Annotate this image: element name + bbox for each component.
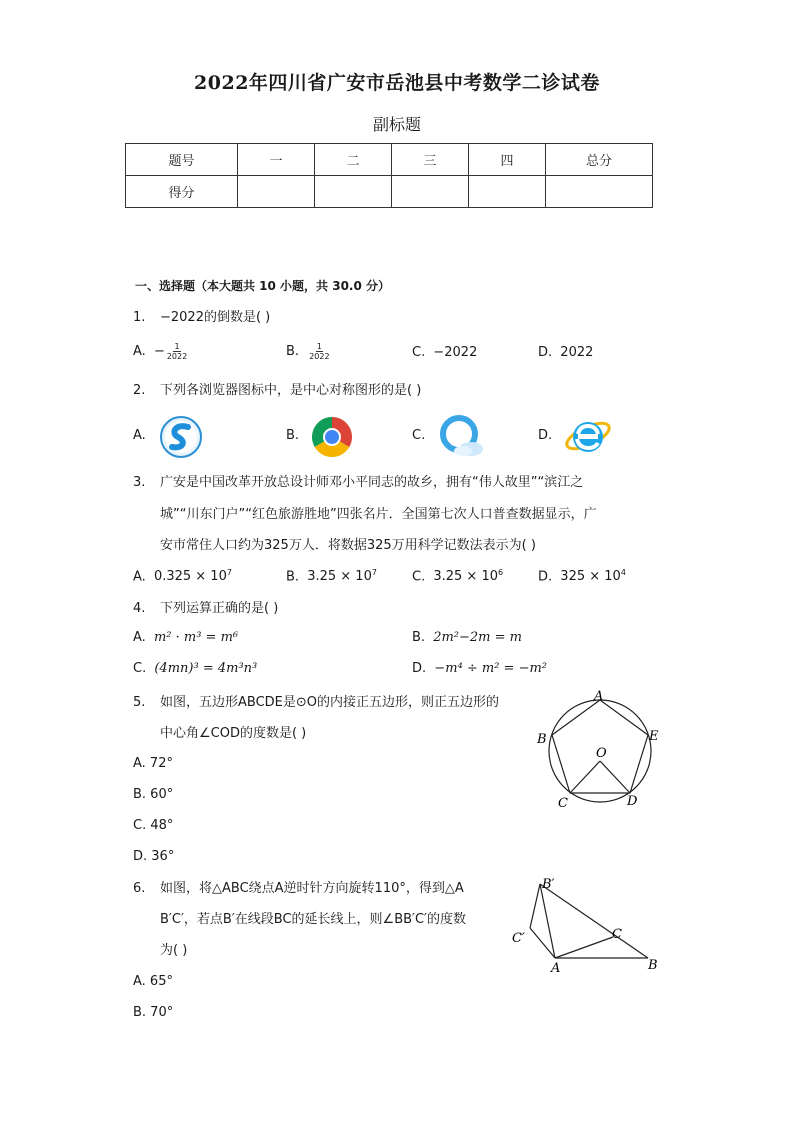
fraction-numerator: 1 <box>174 342 180 351</box>
score-table <box>125 143 653 208</box>
option-label: B. <box>286 344 300 359</box>
rotation-triangle-figure <box>505 872 665 977</box>
q2-option-a[interactable] <box>133 428 146 443</box>
point-label-a: A <box>551 961 561 976</box>
score-table-score-row <box>126 176 653 208</box>
option-label: C. <box>412 428 426 443</box>
q3-option-b[interactable] <box>286 568 377 584</box>
score-row-label: 得分 <box>126 176 238 208</box>
q2-option-b[interactable] <box>286 428 299 443</box>
question-number: 3. <box>133 475 146 490</box>
q3-option-c[interactable] <box>412 568 503 584</box>
score-head-cell: 四 <box>469 144 546 176</box>
question-number: 4. <box>133 601 146 616</box>
option-exponent: 7 <box>226 568 232 577</box>
point-label-a: A <box>594 689 604 704</box>
score-head-cell: 题号 <box>126 144 238 176</box>
fraction-denominator: 2022 <box>166 352 188 361</box>
chrome-browser-icon[interactable] <box>310 415 354 459</box>
segment-a-b1 <box>540 884 555 958</box>
question-text-line: B′C′，若点B′在线段BC的延长线上，则∠BB′C′的度数 <box>160 912 467 927</box>
point-label-d: D <box>627 794 638 809</box>
option-label: B. <box>286 428 300 443</box>
score-cell[interactable] <box>238 176 315 208</box>
option-text: (4mn)³ = 4m³n³ <box>154 661 258 676</box>
sogou-browser-icon[interactable] <box>158 415 204 459</box>
option-text: 2m²−2m = m <box>433 630 522 645</box>
segment-c1-a <box>530 928 555 958</box>
option-base: 3.25 × 10 <box>433 569 499 585</box>
score-cell[interactable] <box>546 176 653 208</box>
point-label-e: E <box>649 729 659 744</box>
q1-a-sign: − <box>153 344 165 359</box>
score-head-cell: 一 <box>238 144 315 176</box>
ie-browser-icon[interactable] <box>563 412 613 460</box>
option-base: 0.325 × 10 <box>153 569 227 585</box>
q6-option-a[interactable]: A. 65° <box>133 974 173 989</box>
question-text-line: 如图，五边形ABCDE是⊙O的内接正五边形，则正五边形的 <box>160 695 500 710</box>
option-label: C. <box>133 661 147 676</box>
question-text-line: 中心角∠COD的度数是( ) <box>160 726 307 741</box>
q2-option-c[interactable] <box>412 428 425 443</box>
question-text-line: 广安是中国改革开放总设计师邓小平同志的故乡，拥有“伟人故里”“滨江之 <box>160 475 584 490</box>
q5-option-c[interactable]: C. 48° <box>133 818 174 833</box>
option-label: B. <box>286 569 300 585</box>
q3-option-d[interactable] <box>538 568 626 584</box>
option-label: C. <box>412 569 426 585</box>
option-label: A. <box>133 569 146 585</box>
option-label: D. <box>412 661 427 676</box>
q5-option-a[interactable]: A. 72° <box>133 756 173 771</box>
point-label-c-prime: C′ <box>512 931 525 946</box>
option-label: A. <box>133 630 146 645</box>
option-label: D. <box>538 428 553 443</box>
score-head-cell: 总分 <box>546 144 653 176</box>
q1-option-d[interactable] <box>538 345 593 360</box>
score-head-cell: 三 <box>392 144 469 176</box>
section-heading: 一、选择题（本大题共 10 小题，共 30.0 分） <box>135 279 391 293</box>
option-base: 3.25 × 10 <box>307 569 372 585</box>
segment-b1-b <box>540 884 648 958</box>
score-cell[interactable] <box>469 176 546 208</box>
option-label: A. <box>133 428 146 443</box>
option-text: −2022 <box>433 345 478 360</box>
page-title: 2022年四川省广安市岳池县中考数学二诊试卷 <box>194 72 600 94</box>
option-exponent: 4 <box>620 568 626 577</box>
question-number: 1. <box>133 310 146 325</box>
option-label: D. <box>538 569 553 585</box>
q6-option-b[interactable]: B. 70° <box>133 1005 174 1020</box>
segment-od <box>600 761 630 793</box>
point-label-c: C <box>612 927 622 942</box>
question-text-line: 如图，将△ABC绕点A逆时针方向旋转110°，得到△A <box>160 881 464 896</box>
q4-option-b[interactable] <box>412 630 522 645</box>
q5-option-d[interactable]: D. 36° <box>133 849 175 864</box>
option-exponent: 6 <box>498 568 504 577</box>
question-text-line: 安市常住人口约为325万人．将数据325万用科学记数法表示为( ) <box>160 538 536 553</box>
question-text: 下列各浏览器图标中，是中心对称图形的是( ) <box>160 383 422 398</box>
q1-option-a[interactable] <box>133 342 187 361</box>
score-cell[interactable] <box>392 176 469 208</box>
qq-browser-icon[interactable] <box>437 413 487 459</box>
question-text: −2022的倒数是( ) <box>160 310 271 325</box>
question-text-line: 为( ) <box>160 943 188 958</box>
score-head-cell: 二 <box>315 144 392 176</box>
q3-option-a[interactable] <box>133 568 232 584</box>
q1-b-fraction <box>309 342 329 361</box>
option-label: C. <box>412 345 426 360</box>
q1-option-c[interactable] <box>412 345 477 360</box>
question-number: 5. <box>133 695 146 710</box>
fraction-numerator: 1 <box>316 342 322 351</box>
point-label-b: B <box>648 958 658 973</box>
q2-option-d[interactable] <box>538 428 552 443</box>
score-cell[interactable] <box>315 176 392 208</box>
option-label: D. <box>538 345 553 360</box>
q4-option-a[interactable] <box>133 630 238 645</box>
q1-a-fraction <box>167 342 187 361</box>
q4-option-c[interactable] <box>133 661 257 676</box>
option-text: m² · m³ = m⁶ <box>153 630 239 645</box>
question-text: 下列运算正确的是( ) <box>160 601 279 616</box>
option-text: −m⁴ ÷ m² = −m² <box>434 661 548 676</box>
q1-option-b[interactable] <box>286 342 330 361</box>
question-text-line: 城”“川东门户”“红色旅游胜地”四张名片．全国第七次人口普查数据显示，广 <box>160 507 597 522</box>
page-subtitle: 副标题 <box>372 115 421 134</box>
option-label: A. <box>133 344 146 359</box>
q5-option-b[interactable]: B. 60° <box>133 787 174 802</box>
segment-oc <box>570 761 600 793</box>
score-table-header-row <box>126 144 653 176</box>
option-label: B. <box>412 630 426 645</box>
option-exponent: 7 <box>371 568 377 577</box>
point-label-c: C <box>558 796 568 811</box>
segment-b1-c1 <box>530 884 540 928</box>
segment-a-c <box>555 937 613 958</box>
question-number: 2. <box>133 383 146 398</box>
point-label-b-prime: B′ <box>542 877 555 892</box>
q4-option-d[interactable] <box>412 661 547 676</box>
option-text: 2022 <box>560 345 594 360</box>
option-base: 325 × 10 <box>560 569 621 585</box>
fraction-denominator: 2022 <box>309 352 330 361</box>
point-label-b: B <box>537 732 547 747</box>
pentagon-circle-figure <box>530 684 670 812</box>
question-number: 6. <box>133 881 146 896</box>
point-label-o: O <box>596 746 607 761</box>
